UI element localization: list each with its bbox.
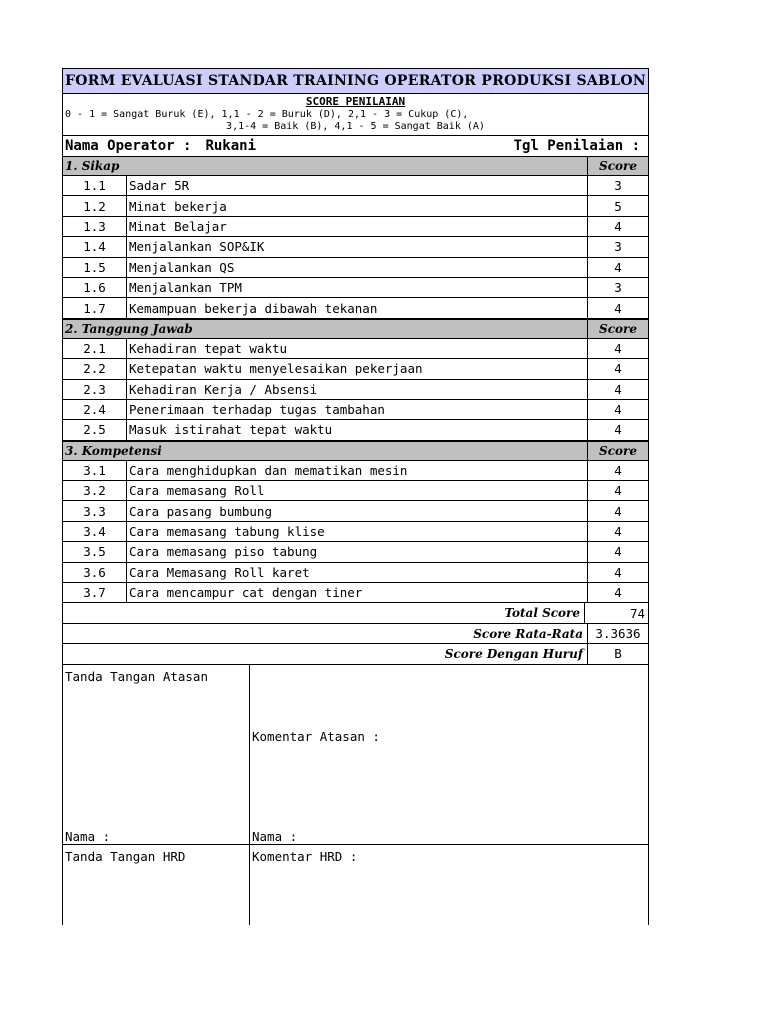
supervisor-name-label: Nama : — [65, 828, 111, 844]
criteria-number: 1.5 — [63, 258, 127, 277]
evaluation-form — [62, 68, 649, 925]
criteria-description: Minat Belajar — [129, 218, 227, 234]
criteria-description: Kehadiran Kerja / Absensi — [129, 381, 318, 397]
criteria-row — [62, 196, 649, 216]
criteria-description: Sadar 5R — [129, 178, 190, 194]
criteria-score: 4 — [587, 563, 648, 582]
operator-info-row — [62, 136, 649, 156]
criteria-score: 3 — [587, 237, 648, 256]
operator-name-label: Nama Operator : — [65, 138, 192, 154]
criteria-row — [62, 258, 649, 278]
section-score-header: Score — [587, 157, 648, 175]
average-score-label: Score Rata-Rata — [473, 626, 583, 641]
score-legend — [62, 94, 649, 136]
criteria-row — [62, 420, 649, 440]
criteria-number: 1.3 — [63, 217, 127, 236]
criteria-score: 4 — [587, 481, 648, 500]
criteria-score: 4 — [587, 380, 648, 399]
criteria-description: Cara pasang bumbung — [129, 503, 272, 519]
criteria-score: 5 — [587, 196, 648, 215]
criteria-description: Cara memasang piso tabung — [129, 544, 318, 560]
letter-score-value: B — [587, 644, 648, 663]
legend-line-2: 3,1-4 = Baik (B), 4,1 - 5 = Sangat Baik (A) — [226, 121, 485, 132]
supervisor-comment-name-label: Nama : — [252, 828, 298, 844]
criteria-row — [62, 501, 649, 521]
criteria-number: 2.2 — [63, 359, 127, 378]
criteria-row — [62, 461, 649, 481]
criteria-description: Kemampuan bekerja dibawah tekanan — [129, 300, 378, 316]
supervisor-signature-block — [62, 665, 649, 845]
criteria-number: 2.1 — [63, 339, 127, 358]
criteria-row — [62, 359, 649, 379]
legend-line-1: 0 - 1 = Sangat Buruk (E), 1,1 - 2 = Buruk (D), 2,1 - 3 = Cukup (C), — [65, 109, 469, 120]
section-header — [62, 319, 649, 339]
criteria-description: Menjalankan QS — [129, 259, 235, 275]
section-title: 1. Sikap — [65, 159, 120, 173]
criteria-score: 4 — [587, 298, 648, 317]
total-score-label: Total Score — [504, 606, 580, 621]
criteria-number: 3.3 — [63, 501, 127, 520]
score-sections — [62, 156, 649, 603]
assessment-date-label: Tgl Penilaian : — [513, 138, 640, 154]
criteria-description: Masuk istirahat tepat waktu — [129, 422, 333, 438]
criteria-score: 4 — [587, 400, 648, 419]
criteria-description: Cara menghidupkan dan mematikan mesin — [129, 462, 408, 478]
criteria-row — [62, 481, 649, 501]
section-header — [62, 156, 649, 176]
hrd-comment-area — [250, 845, 648, 925]
supervisor-signature-label: Tanda Tangan Atasan — [65, 668, 208, 684]
total-score-value: 74 — [584, 603, 648, 622]
section-header — [62, 441, 649, 461]
criteria-description: Cara memasang Roll — [129, 483, 265, 499]
criteria-score: 4 — [587, 339, 648, 358]
criteria-description: Kehadiran tepat waktu — [129, 340, 288, 356]
criteria-row — [62, 380, 649, 400]
criteria-number: 2.5 — [63, 420, 127, 439]
criteria-row — [62, 298, 649, 318]
criteria-score: 3 — [587, 278, 648, 297]
criteria-row — [62, 542, 649, 562]
criteria-score: 3 — [587, 176, 648, 195]
criteria-number: 3.6 — [63, 563, 127, 582]
criteria-row — [62, 522, 649, 542]
criteria-number: 3.2 — [63, 481, 127, 500]
average-score-value: 3.3636 — [587, 624, 648, 643]
supervisor-comment-label: Komentar Atasan : — [252, 728, 380, 744]
operator-name-value: Rukani — [205, 138, 257, 154]
total-score-row — [62, 603, 649, 623]
criteria-score: 4 — [587, 461, 648, 480]
supervisor-comment-area — [250, 665, 648, 844]
criteria-description: Cara mencampur cat dengan tiner — [129, 585, 363, 601]
criteria-score: 4 — [587, 522, 648, 541]
criteria-row — [62, 237, 649, 257]
criteria-score: 4 — [587, 217, 648, 236]
supervisor-signature-area — [63, 665, 250, 844]
criteria-number: 1.2 — [63, 196, 127, 215]
criteria-score: 4 — [587, 542, 648, 561]
section-score-header: Score — [587, 320, 648, 338]
criteria-row — [62, 278, 649, 298]
criteria-score: 4 — [587, 583, 648, 602]
average-score-row — [62, 624, 649, 644]
criteria-number: 2.4 — [63, 400, 127, 419]
hrd-comment-label: Komentar HRD : — [252, 848, 358, 864]
criteria-row — [62, 583, 649, 603]
criteria-description: Menjalankan SOP&IK — [129, 239, 265, 255]
criteria-row — [62, 563, 649, 583]
criteria-number: 3.4 — [63, 522, 127, 541]
criteria-row — [62, 176, 649, 196]
legend-heading: SCORE PENILAIAN — [305, 95, 406, 108]
criteria-row — [62, 339, 649, 359]
criteria-description: Minat bekerja — [129, 198, 227, 214]
criteria-description: Menjalankan TPM — [129, 280, 242, 296]
hrd-signature-label: Tanda Tangan HRD — [65, 848, 186, 864]
criteria-score: 4 — [587, 258, 648, 277]
hrd-signature-area — [63, 845, 250, 925]
criteria-score: 4 — [587, 359, 648, 378]
criteria-number: 3.7 — [63, 583, 127, 602]
hrd-signature-block — [62, 845, 649, 925]
criteria-number: 3.5 — [63, 542, 127, 561]
section-title: 3. Kompetensi — [65, 443, 162, 458]
criteria-score: 4 — [587, 501, 648, 520]
criteria-description: Cara Memasang Roll karet — [129, 564, 310, 580]
criteria-number: 2.3 — [63, 380, 127, 399]
criteria-number: 1.7 — [63, 298, 127, 317]
criteria-number: 1.6 — [63, 278, 127, 297]
form-title — [62, 68, 649, 94]
section-title: 2. Tanggung Jawab — [65, 321, 193, 336]
criteria-description: Penerimaan terhadap tugas tambahan — [129, 402, 385, 418]
criteria-number: 1.1 — [63, 176, 127, 195]
criteria-score: 4 — [587, 420, 648, 439]
criteria-row — [62, 400, 649, 420]
criteria-number: 3.1 — [63, 461, 127, 480]
criteria-description: Cara memasang tabung klise — [129, 524, 325, 540]
letter-score-label: Score Dengan Huruf — [444, 646, 583, 661]
section-score-header: Score — [587, 442, 648, 460]
letter-score-row — [62, 644, 649, 664]
criteria-row — [62, 217, 649, 237]
criteria-description: Ketepatan waktu menyelesaikan pekerjaan — [129, 361, 423, 377]
form-title-text: FORM EVALUASI STANDAR TRAINING OPERATOR PRODUKSI SABLON — [65, 73, 646, 89]
criteria-number: 1.4 — [63, 237, 127, 256]
